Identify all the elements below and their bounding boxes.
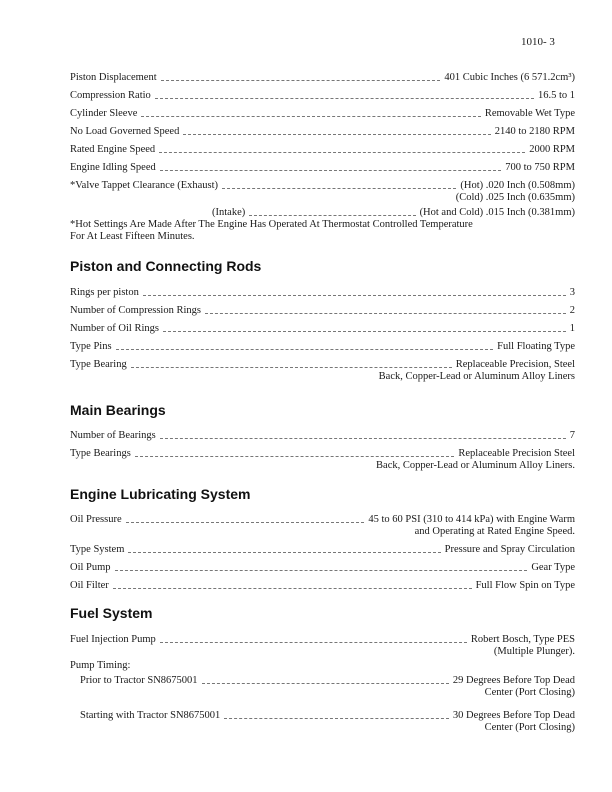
- spec-label: Prior to Tractor SN8675001: [80, 675, 198, 686]
- spec-label: Rated Engine Speed: [70, 144, 156, 155]
- pump-timing-label: Pump Timing:: [70, 660, 131, 671]
- leader-dots: [183, 124, 490, 135]
- spec-value: 30 Degrees Before Top Dead: [452, 710, 575, 721]
- leader-dots: [224, 708, 449, 719]
- spec-label: Compression Ratio: [70, 90, 151, 101]
- spec-row: [70, 445, 575, 472]
- spec-value: 2: [569, 305, 575, 316]
- spec-value: Robert Bosch, Type PES: [470, 634, 575, 645]
- spec-value: 29 Degrees Before Top Dead: [452, 675, 575, 686]
- spec-value: (Hot) .020 Inch (0.508mm): [460, 180, 575, 191]
- leader-dots: [116, 339, 494, 350]
- spec-row: [70, 159, 575, 174]
- spec-value-continued: Back, Copper-Lead or Aluminum Alloy Liners.: [376, 460, 575, 471]
- spec-value: Replaceable Precision, Steel: [455, 359, 575, 370]
- spec-value-cold: (Cold) .025 Inch (0.635mm): [455, 192, 575, 203]
- spec-value: 1: [569, 323, 575, 334]
- spec-value: 2000 RPM: [529, 144, 575, 155]
- leader-dots: [135, 446, 455, 457]
- spec-row: [70, 511, 575, 538]
- section-heading-main-bearings: Main Bearings: [70, 402, 166, 418]
- spec-row: [70, 672, 575, 699]
- spec-row: [70, 284, 575, 299]
- spec-row: [70, 707, 575, 734]
- intake-value: (Hot and Cold) .015 Inch (0.381mm): [419, 207, 575, 218]
- spec-label: Cylinder Sleeve: [70, 108, 138, 119]
- leader-dots: [113, 578, 472, 589]
- leader-dots: [131, 357, 452, 368]
- spec-value-continued: Back, Copper-Lead or Aluminum Alloy Liners: [378, 371, 575, 382]
- spec-row: [70, 338, 575, 353]
- spec-value: 401 Cubic Inches (6 571.2cm³): [444, 72, 575, 83]
- leader-dots: [160, 428, 566, 439]
- leader-dots: [160, 632, 467, 643]
- spec-label: Number of Oil Rings: [70, 323, 159, 334]
- spec-row: [70, 105, 575, 120]
- spec-row: [70, 141, 575, 156]
- leader-dots: [205, 303, 566, 314]
- leader-dots: [126, 512, 365, 523]
- footnote-line: For At Least Fifteen Minutes.: [70, 231, 195, 242]
- leader-dots: [143, 285, 566, 296]
- spec-row: [70, 559, 575, 574]
- leader-dots: [249, 205, 415, 216]
- spec-value: Full Floating Type: [497, 341, 575, 352]
- spec-value-continued: Center (Port Closing): [484, 687, 575, 698]
- spec-row: [70, 69, 575, 84]
- spec-value: Removable Wet Type: [484, 108, 575, 119]
- spec-value: 2140 to 2180 RPM: [494, 126, 575, 137]
- leader-dots: [115, 560, 528, 571]
- spec-row: [70, 302, 575, 317]
- spec-label: Type System: [70, 544, 125, 555]
- spec-label: Number of Bearings: [70, 430, 156, 441]
- spec-label: Fuel Injection Pump: [70, 634, 156, 645]
- spec-label: Type Bearings: [70, 448, 131, 459]
- spec-label: Oil Pressure: [70, 514, 122, 525]
- section-heading-piston: Piston and Connecting Rods: [70, 258, 262, 274]
- spec-row: [70, 541, 575, 556]
- spec-label: Type Bearing: [70, 359, 127, 370]
- spec-label: Oil Pump: [70, 562, 111, 573]
- spec-label: *Valve Tappet Clearance (Exhaust): [70, 180, 219, 191]
- spec-value: 7: [569, 430, 575, 441]
- valve-clearance-row: [70, 177, 575, 219]
- spec-value: 16.5 to 1: [537, 90, 575, 101]
- spec-row: [70, 356, 575, 383]
- page-number: 1010- 3: [521, 36, 555, 48]
- spec-value: Gear Type: [531, 562, 575, 573]
- spec-label: No Load Governed Speed: [70, 126, 180, 137]
- spec-value-continued: and Operating at Rated Engine Speed.: [414, 526, 575, 537]
- leader-dots: [141, 106, 480, 117]
- leader-dots: [159, 142, 525, 153]
- footnote-line: *Hot Settings Are Made After The Engine Has Operated At Thermostat Controlled Temperature: [70, 219, 473, 230]
- leader-dots: [202, 673, 449, 684]
- leader-dots: [163, 321, 566, 332]
- spec-row: [70, 631, 575, 658]
- spec-label: Type Pins: [70, 341, 112, 352]
- spec-value: 45 to 60 PSI (310 to 414 kPa) with Engine Warm: [368, 514, 575, 525]
- spec-value: Pressure and Spray Circulation: [444, 544, 575, 555]
- section-heading-lubrication: Engine Lubricating System: [70, 486, 251, 502]
- spec-value: 700 to 750 RPM: [505, 162, 575, 173]
- spec-value: 3: [569, 287, 575, 298]
- spec-value: Replaceable Precision Steel: [458, 448, 575, 459]
- spec-label: Engine Idling Speed: [70, 162, 156, 173]
- intake-label: (Intake): [212, 207, 246, 218]
- leader-dots: [155, 88, 534, 99]
- spec-label: Number of Compression Rings: [70, 305, 201, 316]
- spec-value: Full Flow Spin on Type: [475, 580, 575, 591]
- footnote: [70, 219, 575, 243]
- spec-label: Rings per piston: [70, 287, 139, 298]
- spec-row: [70, 87, 575, 102]
- spec-label: Oil Filter: [70, 580, 109, 591]
- section-heading-fuel: Fuel System: [70, 605, 153, 621]
- spec-row: [70, 577, 575, 592]
- spec-label: Piston Displacement: [70, 72, 157, 83]
- leader-dots: [222, 178, 456, 189]
- leader-dots: [160, 160, 502, 171]
- spec-row: [70, 320, 575, 335]
- leader-dots: [161, 70, 441, 81]
- spec-value-continued: Center (Port Closing): [484, 722, 575, 733]
- spec-row: [70, 123, 575, 138]
- spec-label: Starting with Tractor SN8675001: [80, 710, 221, 721]
- spec-value-continued: (Multiple Plunger).: [493, 646, 575, 657]
- leader-dots: [128, 542, 440, 553]
- spec-row: [70, 427, 575, 442]
